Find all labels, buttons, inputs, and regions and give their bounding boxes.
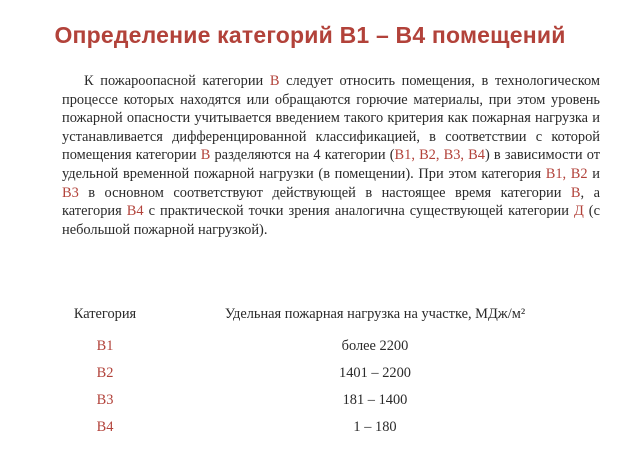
description-paragraph [62, 72, 600, 239]
fire-load-cell: более 2200 [341, 338, 409, 354]
category-mention: В [269, 73, 280, 89]
category-mention: В [570, 184, 581, 201]
table-row [50, 360, 590, 387]
page-title: Определение категорий В1 – В4 помещений [54, 22, 566, 48]
text-segment: с практической точки зрения аналогична существующей категории [143, 203, 574, 220]
text-segment: разделяются на 4 категории ( [210, 147, 395, 164]
category-mention: В1, В2 [545, 165, 588, 182]
category-mention: В1, В2, В3, В4 [394, 147, 485, 164]
fire-load-cell: 1401 – 2200 [339, 365, 411, 381]
category-mention: В4 [126, 203, 144, 220]
text-segment: следует относить помещения, в технологическом процессе которых находятся или обращаются горючие материалы, при этом уровень пожарной опасности учитывается введением такого критерия как пожарная нагрузка и устанавливается дифференцированной классификацией, в соответствии с которой помещения категории [62, 73, 600, 164]
table-row [50, 387, 590, 414]
column-header-category: Категория [73, 306, 137, 322]
text-segment: (с небольшой пожарной нагрузкой). [62, 203, 600, 238]
category-mention: В [200, 147, 211, 164]
category-mention: Д [573, 203, 584, 220]
fire-load-cell: 1 – 180 [353, 419, 397, 435]
category-cell: В4 [96, 419, 114, 435]
category-cell: В1 [96, 338, 114, 354]
text-segment: в основном соответствуют действующей в настоящее время категории [78, 184, 571, 201]
text-segment: , а категория [62, 184, 600, 220]
category-cell: В3 [96, 392, 114, 408]
table-row [50, 414, 590, 441]
text-segment: и [587, 165, 600, 182]
table-row [50, 333, 590, 360]
text-segment: ) в зависимости от удельной временной пожарной нагрузки (в помещении). При этом категория [62, 147, 601, 182]
fire-load-table [50, 306, 590, 441]
text-segment: К пожароопасной категории [84, 73, 270, 89]
fire-load-cell: 181 – 1400 [342, 392, 408, 408]
column-header-fire-load: Удельная пожарная нагрузка на участке, МДж/м² [224, 306, 526, 322]
table-header-row [50, 306, 590, 333]
category-cell: В2 [96, 365, 114, 381]
category-mention: В3 [62, 184, 79, 201]
